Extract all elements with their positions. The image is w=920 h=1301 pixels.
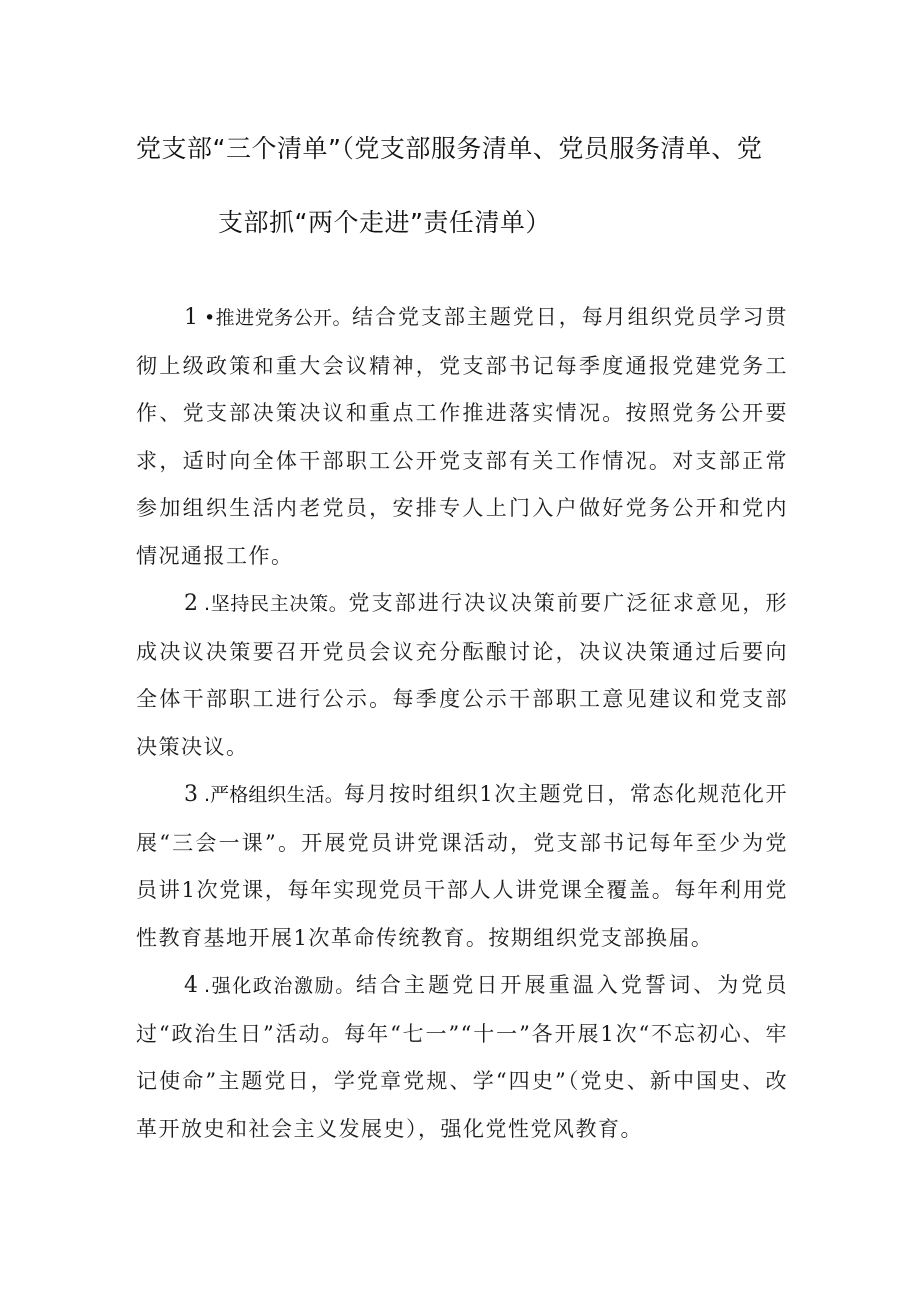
document-title-line-1: 党支部“三个清单”（党支部服务清单、党员服务清单、党 [136,134,763,163]
item-heading: .坚持民主决策。 [204,593,349,615]
item-number: 1 [184,305,202,330]
item-heading: •推进党务公开。 [204,307,352,329]
paragraph-item-3 [136,771,788,962]
paragraph-item-1 [136,294,788,580]
item-number: 4 [184,973,202,998]
item-heading: .强化政治激励。 [204,975,356,997]
document-body [136,294,788,1153]
item-text: 每月按时组织1次主题党日，常态化规范化开展“三会一课”。开展党员讲党课活动，党支部书记每年至少为党员讲1次党课，每年实现党员干部人人讲党课全覆盖。每年利用党性教育基地开展1次革命传统教育。按期组织党支部换届。 [136,782,788,950]
item-heading: .严格组织生活。 [204,784,344,806]
item-text: 结合党支部主题党日，每月组织党员学习贯彻上级政策和重大会议精神，党支部书记每季度通报党建党务工作、党支部决策决议和重点工作推进落实情况。按照党务公开要求，适时向全体干部职工公开党支部有关工作情况。对支部正常参加组织生活内老党员，安排专人上门入户做好党务公开和党内情况通报工作。 [136,305,789,568]
item-number: 3 [184,782,202,807]
item-text: 结合主题党日开展重温入党誓词、为党员过“政治生日”活动。每年“七一”“十一”各开展1次“不忘初心、牢记使命”主题党日，学党章党规、学“四史”（党史、新中国史、改革开放史和社会主义发展史），强化党性党风教育。 [136,973,788,1141]
item-text: 党支部进行决议决策前要广泛征求意见，形成决议决策要召开党员会议充分酝酿讨论，决议决策通过后要向全体干部职工进行公示。每季度公示干部职工意见建议和党支部决策决议。 [136,591,789,759]
paragraph-item-2 [136,580,788,771]
document-title-line-2: 支部抓“两个走进”责任清单） [218,208,551,237]
paragraph-item-4 [136,962,788,1153]
item-number: 2 [184,591,202,616]
